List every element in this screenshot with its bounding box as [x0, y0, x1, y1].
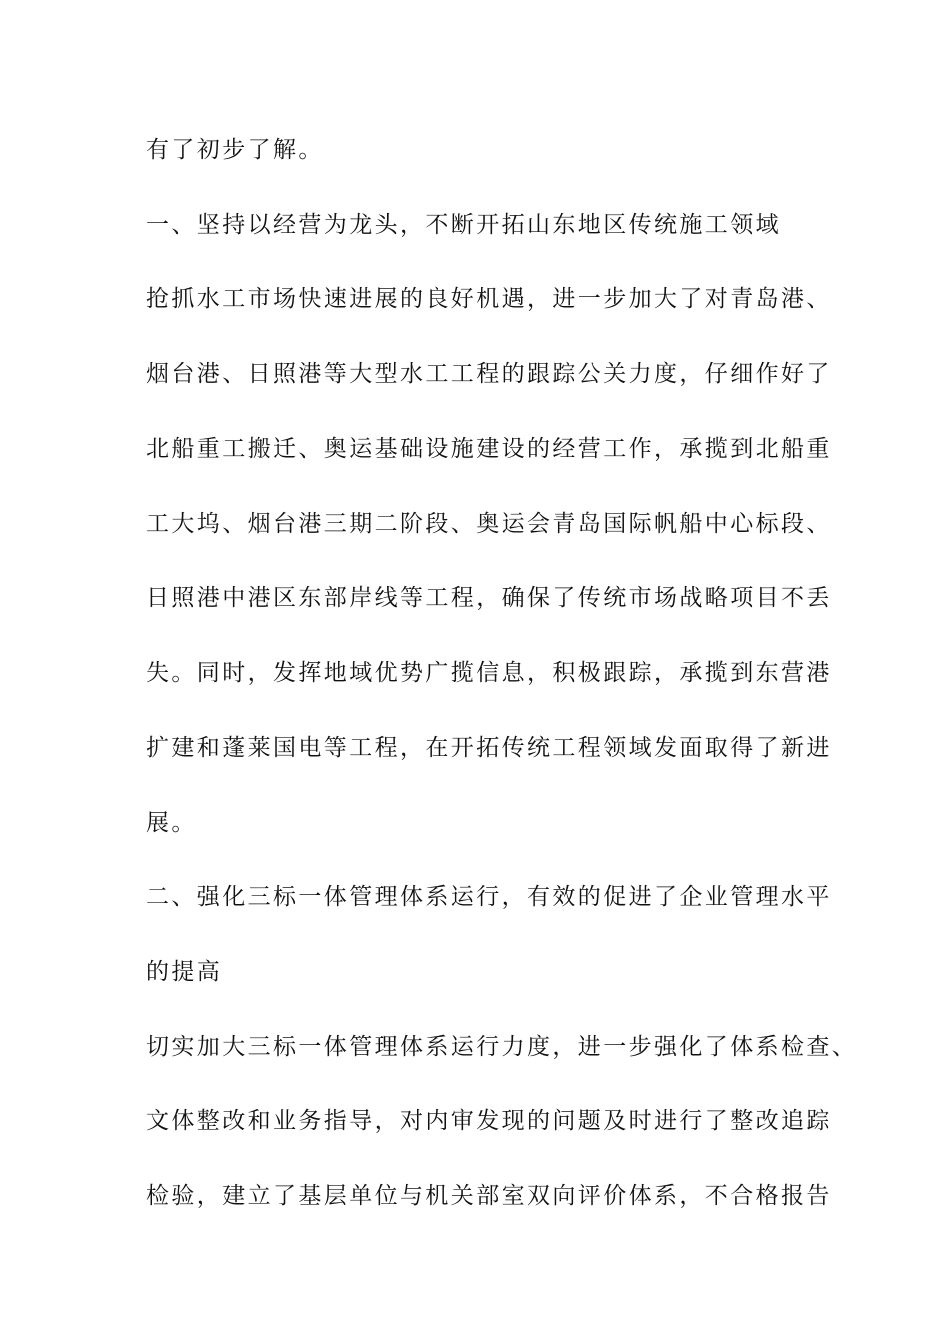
section-heading-1: 一、坚持以经营为龙头，不断开拓山东地区传统施工领域: [146, 212, 781, 238]
section-heading-2-continued: 的提高: [146, 959, 223, 985]
body-text-line: 日照港中港区东部岸线等工程，确保了传统市场战略项目不丢: [146, 585, 832, 611]
body-text-line: 有了初步了解。: [146, 137, 324, 163]
body-text-line: 烟台港、日照港等大型水工工程的跟踪公关力度，仔细作好了: [146, 361, 832, 387]
body-text-line: 切实加大三标一体管理体系运行力度，进一步强化了体系检查、: [146, 1034, 858, 1060]
body-text-line: 抢抓水工市场快速进展的良好机遇，进一步加大了对青岛港、: [146, 286, 832, 312]
body-text-line: 失。同时，发挥地域优势广揽信息，积极跟踪，承揽到东营港: [146, 660, 832, 686]
body-text-line: 文体整改和业务指导，对内审发现的问题及时进行了整改追踪: [146, 1108, 832, 1134]
body-text-line: 北船重工搬迁、奥运基础设施建设的经营工作，承揽到北船重: [146, 436, 832, 462]
body-text-line: 扩建和蓬莱国电等工程，在开拓传统工程领域发面取得了新进: [146, 735, 832, 761]
body-text-line: 工大坞、烟台港三期二阶段、奥运会青岛国际帆船中心标段、: [146, 511, 832, 537]
body-text-line: 检验，建立了基层单位与机关部室双向评价体系，不合格报告: [146, 1183, 832, 1209]
section-heading-2: 二、强化三标一体管理体系运行，有效的促进了企业管理水平: [146, 884, 832, 910]
body-text-line: 展。: [146, 810, 197, 836]
